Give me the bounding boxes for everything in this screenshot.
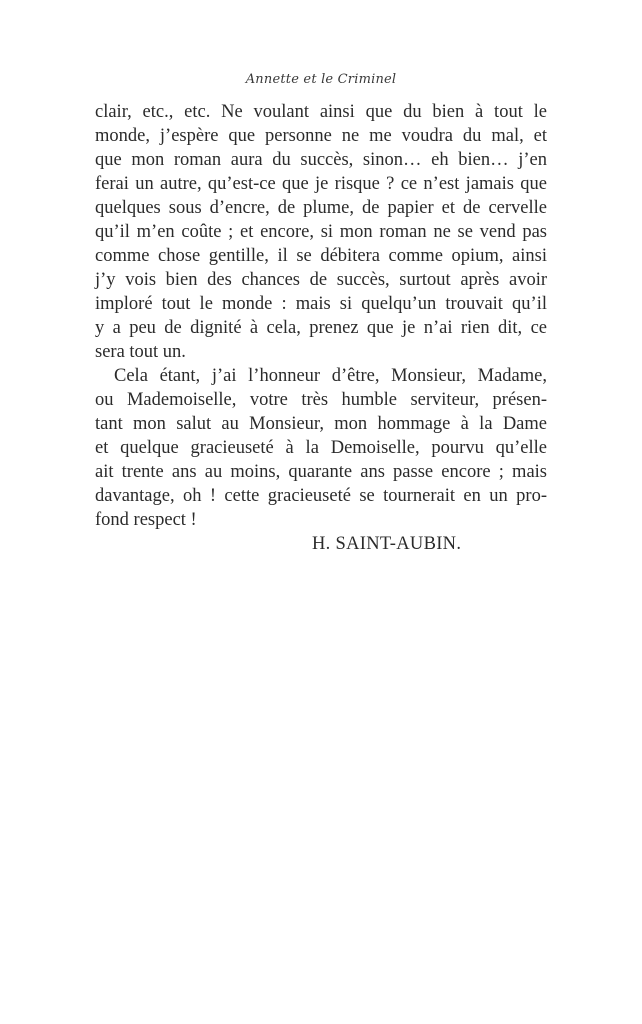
paragraph-2	[95, 364, 547, 532]
signature: H. SAINT-AUBIN.	[312, 534, 462, 554]
text-line: ferai un autre, qu’est-ce que je risque ? ce n’est jamais que	[95, 174, 547, 194]
text-line: monde, j’espère que personne ne me voudra du mal, et	[95, 126, 547, 146]
text-line: ou Mademoiselle, votre très humble serviteur, présen-	[95, 390, 547, 410]
text-line: comme chose gentille, il se débitera comme opium, ainsi	[95, 246, 547, 266]
text-line: tant mon salut au Monsieur, mon hommage à la Dame	[95, 414, 547, 434]
text-line: que mon roman aura du succès, sinon… eh bien… j’en	[95, 150, 547, 170]
text-line: j’y vois bien des chances de succès, surtout après avoir	[95, 270, 547, 290]
text-line: qu’il m’en coûte ; et encore, si mon roman ne se vend pas	[95, 222, 547, 242]
text-line: Cela étant, j’ai l’honneur d’être, Monsieur, Madame,	[114, 366, 547, 386]
body-text	[95, 100, 547, 556]
text-line: fond respect !	[95, 510, 197, 530]
paragraph-1	[95, 100, 547, 364]
text-line: imploré tout le monde : mais si quelqu’un trouvait qu’il	[95, 294, 547, 314]
text-line: ait trente ans au moins, quarante ans passe encore ; mais	[95, 462, 547, 482]
running-head: Annette et le Criminel	[245, 72, 397, 87]
text-line: quelques sous d’encre, de plume, de papier et de cervelle	[95, 198, 547, 218]
text-line: sera tout un.	[95, 342, 186, 362]
text-line: et quelque gracieuseté à la Demoiselle, pourvu qu’elle	[95, 438, 547, 458]
text-line: y a peu de dignité à cela, prenez que je n’ai rien dit, ce	[95, 318, 547, 338]
text-line: davantage, oh ! cette gracieuseté se tournerait en un pro-	[95, 486, 547, 506]
text-line: clair, etc., etc. Ne voulant ainsi que du bien à tout le	[95, 102, 547, 122]
